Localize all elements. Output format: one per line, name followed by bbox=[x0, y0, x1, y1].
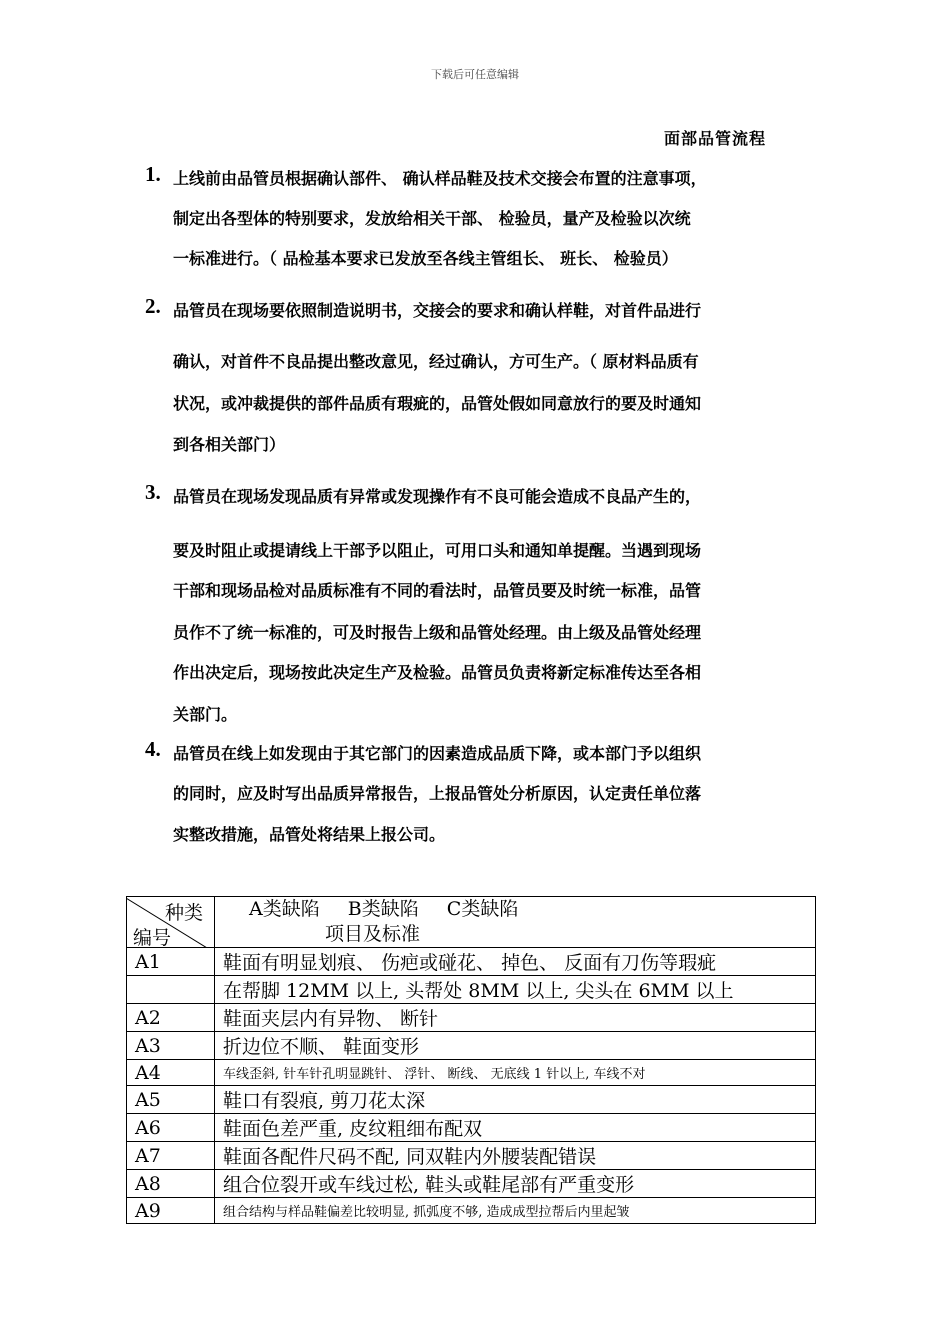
table-row bbox=[127, 1170, 816, 1198]
item-line: 要及时阻止或提请线上干部予以阻止，可用口头和通知单提醒。当遇到现场 bbox=[173, 541, 702, 560]
table-header-row bbox=[127, 897, 816, 948]
row-code: A7 bbox=[127, 1142, 215, 1170]
item-line: 实整改措施，品管处将结果上报公司。 bbox=[173, 825, 446, 844]
row-code: A6 bbox=[127, 1114, 215, 1142]
table-row bbox=[127, 1114, 816, 1142]
defect-classes bbox=[215, 897, 815, 922]
type-label: 种类 bbox=[165, 902, 204, 924]
item-line: 确认，对首件不良品提出整改意见，经过确认，方可生产。（ 原材料品质有 bbox=[173, 352, 699, 371]
item-line: 制定出各型体的特别要求，发放给相关干部、 检验员，量产及检验以次统 bbox=[173, 209, 691, 228]
item-line: 干部和现场品检对品质标准有不同的看法时，品管员要及时统一标准，品管 bbox=[173, 581, 702, 600]
item-line: 上线前由品管员根据确认部件、 确认样品鞋及技术交接会布置的注意事项， bbox=[173, 169, 707, 188]
item-line: 品管员在现场发现品质有异常或发现操作有不良可能会造成不良品产生的， bbox=[173, 487, 702, 506]
row-code: A8 bbox=[127, 1170, 215, 1198]
row-code: A5 bbox=[127, 1086, 215, 1114]
item-line: 关部门。 bbox=[173, 705, 238, 724]
row-text: 组合位裂开或车线过松, 鞋头或鞋尾部有严重变形 bbox=[215, 1170, 816, 1198]
item-line: 到各相关部门） bbox=[173, 435, 286, 454]
row-code: A1 bbox=[127, 948, 215, 976]
item-number: 2. bbox=[145, 294, 161, 318]
row-code: A9 bbox=[127, 1198, 215, 1224]
row-text: 鞋面夹层内有异物、 断针 bbox=[215, 1004, 816, 1032]
table-row bbox=[127, 1004, 816, 1032]
item-number: 4. bbox=[145, 737, 161, 761]
row-text: 在帮脚 12MM 以上, 头帮处 8MM 以上, 尖头在 6MM 以上 bbox=[215, 976, 816, 1004]
row-text: 组合结构与样品鞋偏差比较明显, 抓弧度不够, 造成成型拉帮后内里起皱 bbox=[215, 1198, 816, 1224]
row-text: 车线歪斜, 针车针孔明显跳针、 浮针、 断线、 无底线 1 针以上, 车线不对 bbox=[215, 1060, 816, 1086]
row-text: 鞋口有裂痕, 剪刀花太深 bbox=[215, 1086, 816, 1114]
item-line: 作出决定后，现场按此决定生产及检验。品管员负责将新定标准传达至各相 bbox=[173, 663, 702, 682]
header-classes-cell bbox=[215, 897, 816, 948]
table-row bbox=[127, 948, 816, 976]
class-a-label: A类缺陷 bbox=[249, 898, 320, 920]
row-text: 鞋面色差严重, 皮纹粗细布配双 bbox=[215, 1114, 816, 1142]
row-code: A3 bbox=[127, 1032, 215, 1060]
row-text: 鞋面有明显划痕、 伤疤或碰花、 掉色、 反面有刀伤等瑕疵 bbox=[215, 948, 816, 976]
row-code bbox=[127, 976, 215, 1004]
class-c-label: C类缺陷 bbox=[446, 898, 519, 920]
row-text: 折边位不顺、 鞋面变形 bbox=[215, 1032, 816, 1060]
row-code: A2 bbox=[127, 1004, 215, 1032]
item-line: 状况，或冲裁提供的部件品质有瑕疵的，品管处假如同意放行的要及时通知 bbox=[173, 394, 702, 413]
table-row bbox=[127, 1142, 816, 1170]
row-text: 鞋面各配件尺码不配, 同双鞋内外腰装配错误 bbox=[215, 1142, 816, 1170]
defect-table bbox=[126, 896, 816, 1224]
document-title: 面部品管流程 bbox=[664, 129, 767, 148]
table-row bbox=[127, 1032, 816, 1060]
item-line: 一标准进行。（ 品检基本要求已发放至各线主管组长、 班长、 检验员） bbox=[173, 249, 678, 268]
table-row bbox=[127, 976, 816, 1004]
header-corner-cell bbox=[127, 897, 215, 948]
item-number: 1. bbox=[145, 162, 161, 186]
header-note: 下载后可任意编辑 bbox=[431, 68, 519, 81]
table-row bbox=[127, 1198, 816, 1224]
number-label: 编号 bbox=[133, 927, 172, 948]
class-b-label: B类缺陷 bbox=[347, 898, 419, 920]
row-code: A4 bbox=[127, 1060, 215, 1086]
table-row bbox=[127, 1086, 816, 1114]
table-row bbox=[127, 1060, 816, 1086]
item-number: 3. bbox=[145, 480, 161, 504]
item-line: 的同时，应及时写出品质异常报告，上报品管处分析原因，认定责任单位落 bbox=[173, 784, 702, 803]
item-line: 员作不了统一标准的，可及时报告上级和品管处经理。由上级及品管处经理 bbox=[173, 623, 702, 642]
item-line: 品管员在线上如发现由于其它部门的因素造成品质下降，或本部门予以组织 bbox=[173, 744, 702, 763]
standard-label: 项目及标准 bbox=[325, 923, 421, 945]
item-line: 品管员在现场要依照制造说明书，交接会的要求和确认样鞋，对首件品进行 bbox=[173, 301, 702, 320]
